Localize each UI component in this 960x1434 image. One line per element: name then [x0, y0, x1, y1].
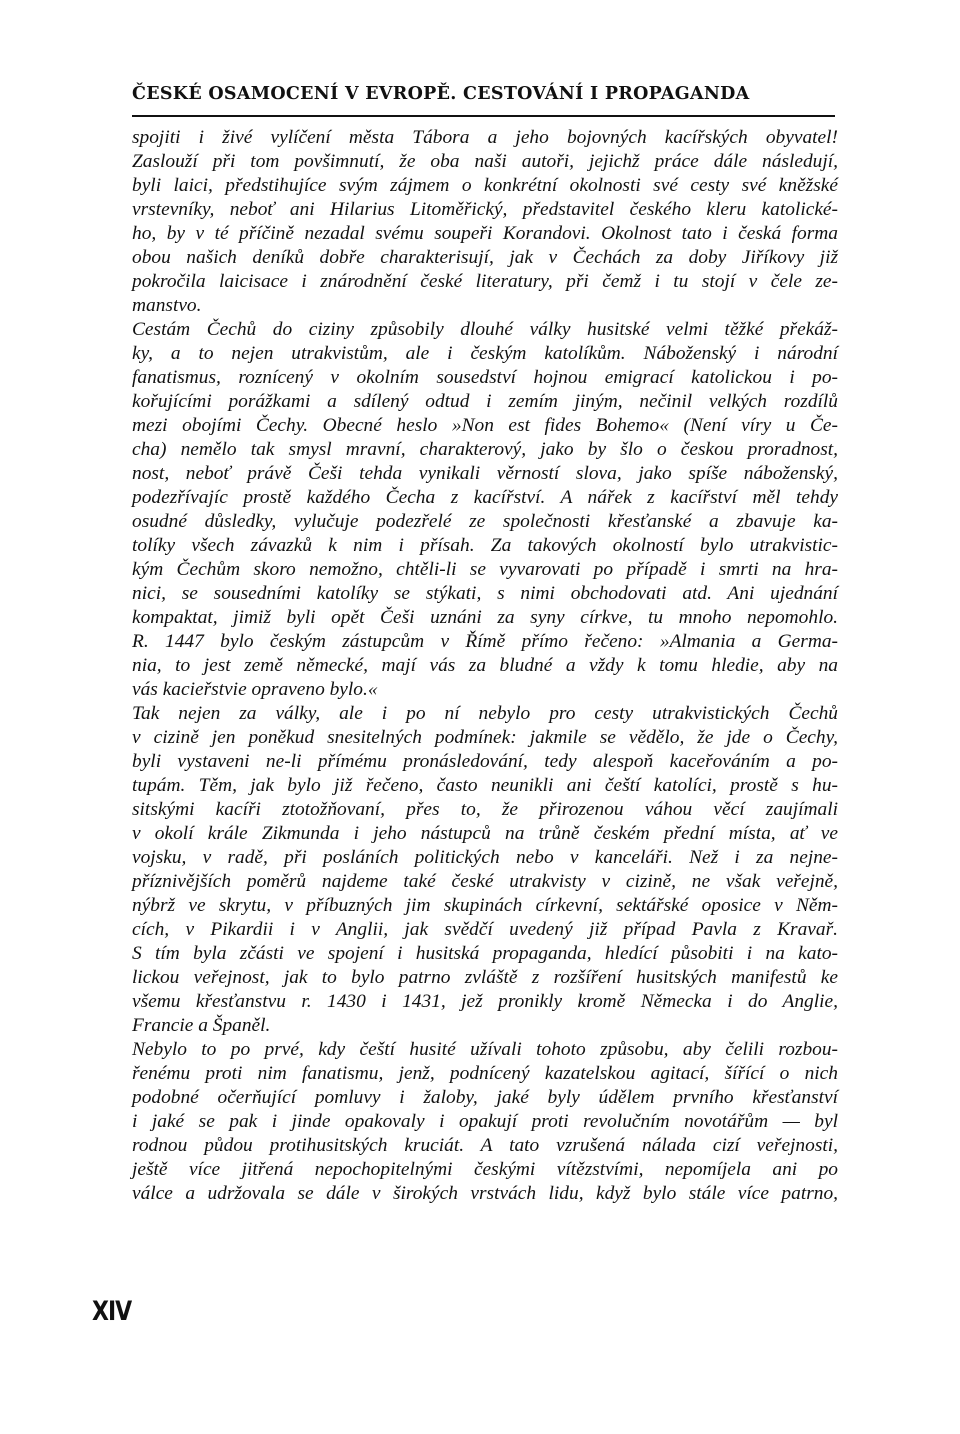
text-line: Francie a Španěl.: [132, 1015, 271, 1036]
text-line: pokročila laicisace i znárodnění české literatury, při čemž i tu stojí v čele ze-: [132, 271, 838, 292]
running-header: ČESKÉ OSAMOCENÍ V EVROPĚ. CESTOVÁNÍ I PROPAGANDA: [132, 84, 750, 104]
text-line: fanatismus, roznícený v okolním sousedství hojnou emigrací katolickou i po-: [132, 367, 838, 388]
text-line: byli vystaveni ne-li přímému pronásledování, tedy alespoň kaceřováním a po-: [132, 751, 838, 772]
text-line: lickou veřejnost, jak to bylo patrno zvláště z rozšíření husitských manifestů ke: [132, 967, 838, 988]
text-line: ky, a to nejen utrakvistům, ale i českým katolíkům. Náboženský i národní: [132, 343, 838, 364]
text-line: ještě více jitřená nepochopitelnými českými vítězstvími, nepomíjela ani po: [132, 1159, 838, 1180]
text-line: byli laici, předstihujíce svým zájmem o konkrétní okolnosti své cesty své kněžské: [132, 175, 838, 196]
text-line: v okolí krále Zikmunda i jeho nástupců na trůně českém přední místa, ať ve: [132, 823, 838, 844]
text-line: Cestám Čechů do ciziny způsobily dlouhé války husitské velmi těžké překáž-: [132, 319, 838, 340]
text-line: Zaslouží při tom povšimnutí, že oba naši autoři, jejichž práce dále následují,: [132, 151, 838, 172]
text-line: obou našich deníků dobře charakterisují, jak v Čechách za doby Jiříkovy již: [132, 247, 838, 268]
text-line: vás kacieřstvie opraveno bylo.«: [132, 679, 378, 700]
text-line: nýbrž ve skrytu, v příbuzných jim skupinách církevní, sektářské oposice v Něm-: [132, 895, 838, 916]
text-line: kompaktat, jimiž byli opět Češi uznáni za syny církve, tu mnoho nepomohlo.: [132, 607, 838, 628]
text-line: nost, neboť právě Češi tehda vynikali věrností slova, jako spíše náboženský,: [132, 463, 838, 484]
text-line: vrstevníky, neboť ani Hilarius Litoměřický, představitel českého kleru katolické-: [132, 199, 838, 220]
text-line: nici, se sousedními katolíky se stýkati, s nimi obchodovati atd. Ani ujednání: [132, 583, 838, 604]
text-line: osudné důsledky, vylučuje podezřelé ze společnosti křesťanské a zbavuje ka-: [132, 511, 838, 532]
text-line: R. 1447 bylo českým zástupcům v Římě přímo řečeno: »Almania a Germa-: [132, 631, 838, 652]
text-line: tolíky všech závazků k nim i přísah. Za takových okolností bylo utrakvistic-: [132, 535, 838, 556]
text-line: manstvo.: [132, 295, 202, 316]
text-line: kořujícími porážkami a sdílený odtud i zemím jiným, nečinil velkých rozdílů: [132, 391, 838, 412]
text-line: příznivějších poměrů najdeme také české utrakvisty v cizině, ne však veřejně,: [132, 871, 838, 892]
text-line: cích, v Pikardii i v Anglii, jak svědčí uvedený již případ Pavla z Kravař.: [132, 919, 838, 940]
text-line: S tím byla zčásti ve spojení i husitská propaganda, hledící působiti i na kato-: [132, 943, 838, 964]
text-line: rodnou půdou protihusitských kruciát. A tato vzrušená nálada cizí veřejnosti,: [132, 1135, 838, 1156]
text-line: Nebylo to po prvé, kdy čeští husité užívali tohoto způsobu, aby čelili rozbou-: [132, 1039, 838, 1060]
text-line: všemu křesťanstvu r. 1430 i 1431, jež pronikly kromě Německa i do Anglie,: [132, 991, 838, 1012]
text-line: mezi obojími Čechy. Obecné heslo »Non est fides Bohemo« (Není víry u Če-: [132, 415, 838, 436]
text-line: v cizině jen poněkud snesitelných podmínek: jakmile se vědělo, že jde o Čechy,: [132, 727, 838, 748]
text-line: sitskými kacíři ztotožňovaní, přes to, že přirozenou váhou věcí zaujímali: [132, 799, 838, 820]
body-text: [132, 126, 838, 1206]
text-line: nia, to jest země německé, mají vás za bludné a vždy k tomu hledie, aby na: [132, 655, 838, 676]
text-line: ho, by v té příčině nezadal svému soupeři Korandovi. Okolnost tato i česká forma: [132, 223, 838, 244]
text-line: tupám. Těm, jak bylo již řečeno, často neunikli ani čeští katolíci, prostě s hu-: [132, 775, 838, 796]
text-line: řenému proti nim fanatismu, jenž, podnícený kazatelskou agitací, šířící o nich: [132, 1063, 838, 1084]
text-line: Tak nejen za války, ale i po ní nebylo pro cesty utrakvistických Čechů: [132, 703, 838, 724]
text-line: kým Čechům skoro nemožno, chtěli-li se vyvarovati po případě i smrti na hra-: [132, 559, 838, 580]
header-rule: [132, 115, 835, 117]
text-line: vojsku, v radě, při posláních politických nebo v kanceláři. Než i za nejne-: [132, 847, 838, 868]
text-line: i jaké se pak i jinde opakovaly i opakují proti revolučním novotářům — byl: [132, 1111, 838, 1132]
text-line: válce a udržovala se dále v širokých vrstvách lidu, když bylo stále více patrno,: [132, 1183, 838, 1204]
text-line: podobné očerňující pomluvy i žaloby, jaké byly údělem prvního křesťanství: [132, 1087, 838, 1108]
page-number: XIV: [92, 1297, 132, 1327]
text-line: podezřívajíc prostě každého Čecha z kacířství. A nářek z kacířství měl tehdy: [132, 487, 838, 508]
text-line: spojiti i živé vylíčení města Tábora a jeho bojovných kacířských obyvatel!: [132, 127, 838, 148]
text-line: cha) nemělo tak smysl mravní, charakterový, jako by šlo o českou proradnost,: [132, 439, 838, 460]
